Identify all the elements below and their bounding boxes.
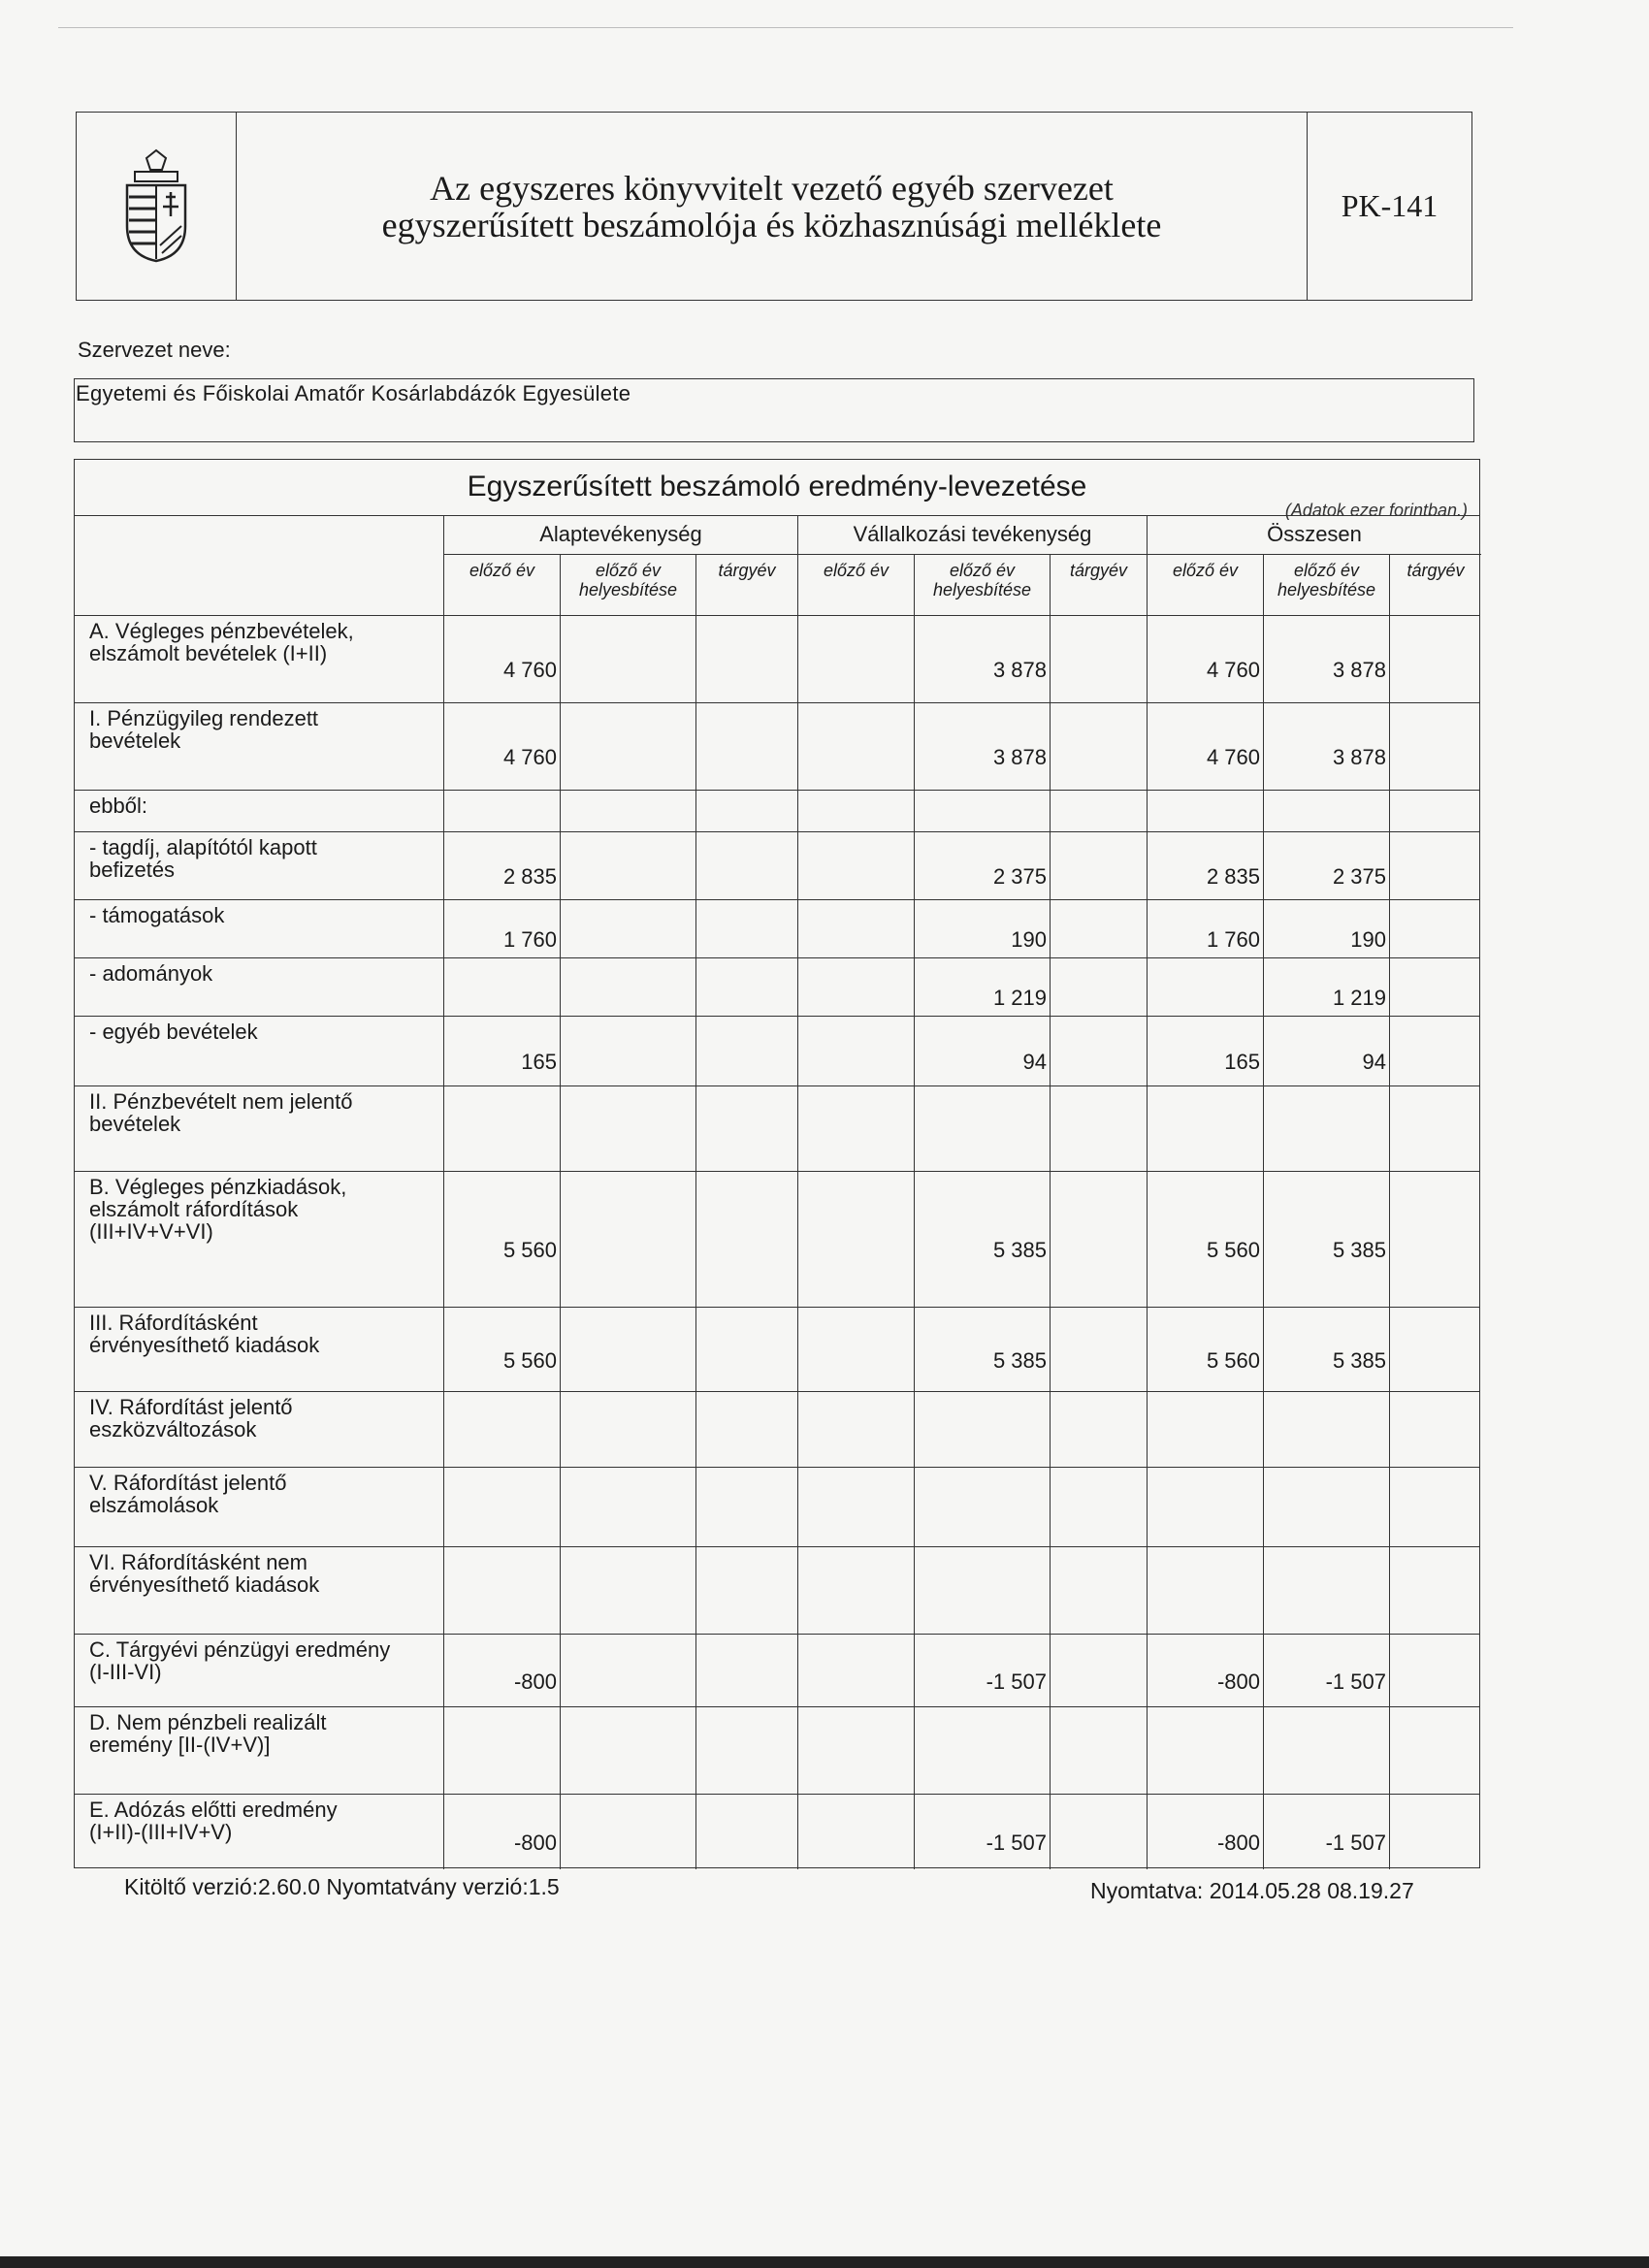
value-cell: 1 219	[992, 986, 1047, 1010]
value-cell: 165	[521, 1050, 557, 1074]
table-row	[75, 790, 1479, 831]
column-subheader: előző év helyesbítése	[914, 555, 1050, 615]
column-divider	[1147, 1547, 1148, 1634]
column-divider	[797, 1392, 798, 1467]
column-divider	[1050, 1172, 1051, 1307]
value-cell: 2 375	[992, 864, 1047, 889]
column-divider	[797, 1635, 798, 1706]
column-divider	[914, 1547, 915, 1634]
column-divider	[443, 1547, 444, 1634]
value-cell: 94	[1022, 1050, 1047, 1074]
column-divider	[443, 791, 444, 831]
value-cell: -800	[513, 1669, 557, 1694]
column-subheader: tárgyév	[695, 555, 797, 615]
value-cell: 1 760	[502, 927, 557, 952]
column-divider	[797, 791, 798, 831]
value-cell: 5 560	[502, 1238, 557, 1262]
value-cell: 3 878	[992, 658, 1047, 682]
column-divider	[1389, 1392, 1390, 1467]
form-code: PK-141	[1307, 113, 1471, 300]
table-row	[75, 1546, 1479, 1634]
column-divider	[914, 1392, 915, 1467]
table-row	[75, 1307, 1479, 1391]
table-title-text: Egyszerűsített beszámoló eredmény-levezetése	[467, 470, 1087, 502]
column-divider	[797, 832, 798, 899]
table-row	[75, 1794, 1479, 1869]
value-cell: 4 760	[502, 745, 557, 769]
column-divider	[1389, 1017, 1390, 1085]
table-row	[75, 1016, 1479, 1085]
column-divider	[1389, 958, 1390, 1016]
column-divider	[560, 1308, 561, 1391]
column-divider	[560, 1017, 561, 1085]
column-divider	[695, 1308, 696, 1391]
unit-note: (Adatok ezer forintban.)	[1284, 501, 1468, 520]
column-divider	[914, 1086, 915, 1171]
column-divider	[695, 1635, 696, 1706]
table-row	[75, 1467, 1479, 1546]
table-row	[75, 702, 1479, 790]
column-divider	[797, 1017, 798, 1085]
table-row	[75, 957, 1479, 1016]
column-divider	[797, 1308, 798, 1391]
row-label: - adományok	[89, 961, 213, 986]
column-divider	[695, 1017, 696, 1085]
value-cell: -1 507	[1325, 1669, 1386, 1694]
column-divider	[1389, 1707, 1390, 1794]
value-cell: 4 760	[1206, 745, 1260, 769]
value-cell: 3 878	[1332, 745, 1386, 769]
column-divider	[797, 1468, 798, 1546]
column-subheader: előző év	[443, 555, 560, 615]
column-subheader: tárgyév	[1389, 555, 1481, 615]
value-cell: 3 878	[1332, 658, 1386, 682]
column-divider	[797, 1086, 798, 1171]
column-divider	[560, 1547, 561, 1634]
value-cell: 2 835	[502, 864, 557, 889]
table-row	[75, 615, 1479, 702]
column-divider	[1050, 1547, 1051, 1634]
row-label: V. Ráfordítást jelentő elszámolások	[89, 1471, 287, 1517]
column-divider	[1050, 703, 1051, 790]
value-cell: 5 385	[1332, 1348, 1386, 1373]
row-label: I. Pénzügyileg rendezett bevételek	[89, 706, 319, 753]
value-cell: -800	[513, 1831, 557, 1855]
column-divider	[560, 791, 561, 831]
row-label: II. Pénzbevételt nem jelentő bevételek	[89, 1089, 353, 1136]
column-group-header: Alaptevékenység	[443, 516, 797, 555]
organization-label: Szervezet neve:	[78, 338, 231, 362]
column-divider	[797, 1707, 798, 1794]
column-divider	[1389, 791, 1390, 831]
value-cell: 94	[1362, 1050, 1386, 1074]
column-divider	[1147, 791, 1148, 831]
form-title	[237, 113, 1307, 300]
column-divider	[797, 703, 798, 790]
value-cell: 4 760	[502, 658, 557, 682]
column-divider	[797, 958, 798, 1016]
column-divider	[1050, 958, 1051, 1016]
value-cell: 2 835	[1206, 864, 1260, 889]
column-divider	[560, 1635, 561, 1706]
table-row	[75, 831, 1479, 899]
column-divider	[695, 1707, 696, 1794]
row-label: A. Végleges pénzbevételek, elszámolt bevételek (I+II)	[89, 619, 354, 665]
value-cell: 1 760	[1206, 927, 1260, 952]
value-cell: 5 385	[1332, 1238, 1386, 1262]
value-cell: 190	[1350, 927, 1386, 952]
form-header	[76, 112, 1472, 301]
value-cell: 4 760	[1206, 658, 1260, 682]
column-divider	[1147, 1468, 1148, 1546]
column-divider	[695, 791, 696, 831]
column-divider	[695, 1172, 696, 1307]
column-group-header: Vállalkozási tevékenység	[797, 516, 1147, 555]
column-divider	[1050, 1308, 1051, 1391]
column-divider	[443, 1468, 444, 1546]
column-divider	[914, 1468, 915, 1546]
row-label: B. Végleges pénzkiadások, elszámolt ráfordítások (III+IV+V+VI)	[89, 1175, 347, 1244]
column-divider	[797, 1172, 798, 1307]
form-title-line-2: egyszerűsített beszámolója és közhasznúsági melléklete	[381, 205, 1162, 244]
column-divider	[560, 1172, 561, 1307]
value-cell: 2 375	[1332, 864, 1386, 889]
value-cell: 5 560	[1206, 1348, 1260, 1373]
column-divider	[914, 1707, 915, 1794]
row-label: D. Nem pénzbeli realizált eremény [II-(IV+V)]	[89, 1710, 327, 1757]
column-divider	[1050, 1635, 1051, 1706]
column-divider	[695, 1468, 696, 1546]
column-subheader: előző év	[1147, 555, 1263, 615]
row-label: C. Tárgyévi pénzügyi eredmény (I-III-VI)	[89, 1637, 391, 1684]
value-cell: 5 385	[992, 1238, 1047, 1262]
column-divider	[443, 1086, 444, 1171]
column-divider	[1263, 1392, 1264, 1467]
column-divider	[797, 1547, 798, 1634]
column-divider	[1263, 1547, 1264, 1634]
column-divider	[1263, 1086, 1264, 1171]
column-divider	[560, 1795, 561, 1869]
column-divider	[1389, 1172, 1390, 1307]
column-divider	[695, 832, 696, 899]
column-divider	[560, 900, 561, 957]
column-divider	[560, 958, 561, 1016]
column-divider	[1389, 900, 1390, 957]
value-cell: 165	[1224, 1050, 1260, 1074]
column-divider	[695, 900, 696, 957]
column-divider	[1389, 1468, 1390, 1546]
column-subheader: tárgyév	[1050, 555, 1147, 615]
column-divider	[1263, 1707, 1264, 1794]
column-divider	[1389, 616, 1390, 702]
value-cell: -1 507	[986, 1669, 1047, 1694]
column-divider	[1147, 1086, 1148, 1171]
column-divider	[695, 958, 696, 1016]
column-subheader: előző év helyesbítése	[1263, 555, 1389, 615]
value-cell: 3 878	[992, 745, 1047, 769]
value-cell: -1 507	[986, 1831, 1047, 1855]
value-cell: 5 385	[992, 1348, 1047, 1373]
column-divider	[1389, 703, 1390, 790]
column-divider	[797, 1795, 798, 1869]
coat-of-arms-icon	[77, 113, 237, 300]
form-title-line-1: Az egyszeres könyvvitelt vezető egyéb szervezet	[430, 168, 1114, 208]
column-subheader: előző év helyesbítése	[560, 555, 695, 615]
row-label: III. Ráfordításként érvényesíthető kiadások	[89, 1311, 320, 1357]
column-divider	[1389, 1547, 1390, 1634]
column-divider	[1050, 1086, 1051, 1171]
row-label: - tagdíj, alapítótól kapott befizetés	[89, 835, 317, 882]
column-divider	[560, 703, 561, 790]
row-label: ebből:	[89, 794, 147, 818]
column-divider	[695, 1547, 696, 1634]
print-timestamp: Nyomtatva: 2014.05.28 08.19.27	[1090, 1878, 1414, 1903]
column-divider	[797, 616, 798, 702]
column-divider	[1263, 791, 1264, 831]
value-cell: 5 560	[1206, 1238, 1260, 1262]
value-cell: -1 507	[1325, 1831, 1386, 1855]
column-divider	[1389, 1308, 1390, 1391]
column-divider	[443, 958, 444, 1016]
column-divider	[1050, 1468, 1051, 1546]
value-cell: 190	[1011, 927, 1047, 952]
table-row	[75, 1171, 1479, 1307]
row-label: E. Adózás előtti eredmény (I+II)-(III+IV+V)	[89, 1798, 338, 1844]
column-divider	[443, 1392, 444, 1467]
column-divider	[1050, 1392, 1051, 1467]
column-divider	[1050, 1707, 1051, 1794]
row-label: IV. Ráfordítást jelentő eszközváltozások	[89, 1395, 293, 1442]
column-divider	[1147, 958, 1148, 1016]
column-divider	[1389, 832, 1390, 899]
scan-edge-bar	[0, 2256, 1649, 2268]
column-divider	[560, 1468, 561, 1546]
version-info: Kitöltő verzió:2.60.0 Nyomtatvány verzió:1.5	[124, 1874, 560, 1899]
column-divider	[914, 791, 915, 831]
column-divider	[560, 616, 561, 702]
column-divider	[695, 703, 696, 790]
column-divider	[560, 1086, 561, 1171]
income-statement-table	[74, 459, 1480, 1868]
column-group-header: Összesen	[1147, 516, 1481, 555]
table-row	[75, 1085, 1479, 1171]
organization-name-field[interactable]: Egyetemi és Főiskolai Amatőr Kosárlabdázók Egyesülete	[74, 378, 1474, 442]
column-divider	[1389, 1086, 1390, 1171]
column-divider	[1147, 1392, 1148, 1467]
column-divider	[1050, 1017, 1051, 1085]
column-divider	[1050, 791, 1051, 831]
table-row	[75, 1391, 1479, 1467]
column-divider	[1050, 832, 1051, 899]
table-title	[75, 460, 1479, 520]
value-cell: -800	[1216, 1669, 1260, 1694]
value-cell: 1 219	[1332, 986, 1386, 1010]
column-divider	[695, 1086, 696, 1171]
column-divider	[1050, 616, 1051, 702]
column-divider	[560, 1707, 561, 1794]
table-row	[75, 1706, 1479, 1794]
column-divider	[1050, 900, 1051, 957]
value-cell: -800	[1216, 1831, 1260, 1855]
column-divider	[1050, 1795, 1051, 1869]
column-divider	[560, 832, 561, 899]
column-divider	[1263, 1468, 1264, 1546]
scan-edge-line	[58, 27, 1513, 28]
value-cell: 5 560	[502, 1348, 557, 1373]
table-row	[75, 1634, 1479, 1706]
column-divider	[797, 900, 798, 957]
column-subheader: előző év	[797, 555, 914, 615]
row-label: - támogatások	[89, 903, 225, 927]
column-divider	[560, 1392, 561, 1467]
column-divider	[695, 616, 696, 702]
column-divider	[443, 1707, 444, 1794]
column-divider	[695, 1392, 696, 1467]
row-label: VI. Ráfordításként nem érvényesíthető kiadások	[89, 1550, 320, 1597]
column-divider	[1389, 1795, 1390, 1869]
column-divider	[1147, 1707, 1148, 1794]
table-row	[75, 899, 1479, 957]
column-divider	[695, 1795, 696, 1869]
row-label: - egyéb bevételek	[89, 1020, 258, 1044]
column-divider	[1389, 1635, 1390, 1706]
